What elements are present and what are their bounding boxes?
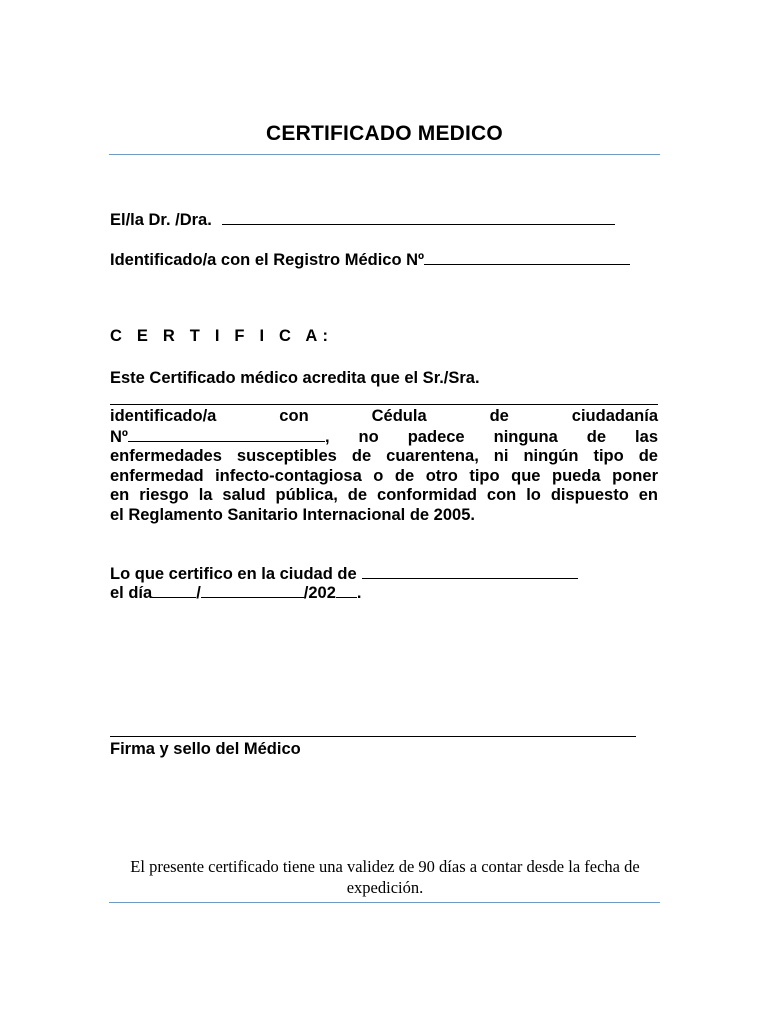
body-row-5: en riesgo la salud pública, de conformidad con lo dispuesto en [110,486,658,505]
certifica-heading: C E R T I F I C A: [110,327,334,345]
document-title: CERTIFICADO MEDICO [266,122,503,145]
month-blank[interactable] [201,583,304,598]
date-suffix: . [356,584,362,602]
body-row-3: enfermedades susceptibles de cuarentena, ni ningún tipo de [110,447,658,466]
date-separator-1: / [196,584,201,602]
date-line [110,583,362,603]
certification-body [110,407,658,526]
doctor-line [110,210,615,230]
year-blank[interactable] [336,583,357,598]
day-blank[interactable] [152,583,196,598]
id-number-prefix: Nº [110,427,128,446]
city-line [110,564,578,584]
city-label: Lo que certifico en la ciudad de [110,565,357,583]
id-number-blank[interactable] [128,427,325,442]
body-row-2 [110,427,658,448]
body-row-6: el Reglamento Sanitario Internacional de 2005. [110,505,475,524]
body-row-4: enfermedad infecto-contagiosa o de otro tipo que pueda poner [110,466,658,485]
registry-number-blank[interactable] [424,250,630,265]
registry-label: Identificado/a con el Registro Médico Nº [110,251,425,269]
date-prefix: el día [110,584,153,602]
signature-label: Firma y sello del Médico [110,740,301,758]
doctor-label: El/la Dr. /Dra. [110,211,212,229]
validity-note: El presente certificado tiene una validez de 90 días a contar desde la fecha de expedición. [130,857,640,897]
registry-line [110,250,630,270]
body-row-1: identificado/a con Cédula de ciudadanía [110,407,658,425]
signature-line[interactable] [110,736,636,737]
statement-intro: Este Certificado médico acredita que el Sr./Sra. [110,369,480,387]
title-divider [109,154,660,155]
year-prefix: /202 [303,584,336,602]
footer-divider [109,902,660,903]
patient-name-blank[interactable] [110,404,658,405]
body-row-2-suffix: , no padece ninguna de las [324,427,658,446]
doctor-name-blank[interactable] [222,210,615,225]
city-blank[interactable] [362,564,578,579]
